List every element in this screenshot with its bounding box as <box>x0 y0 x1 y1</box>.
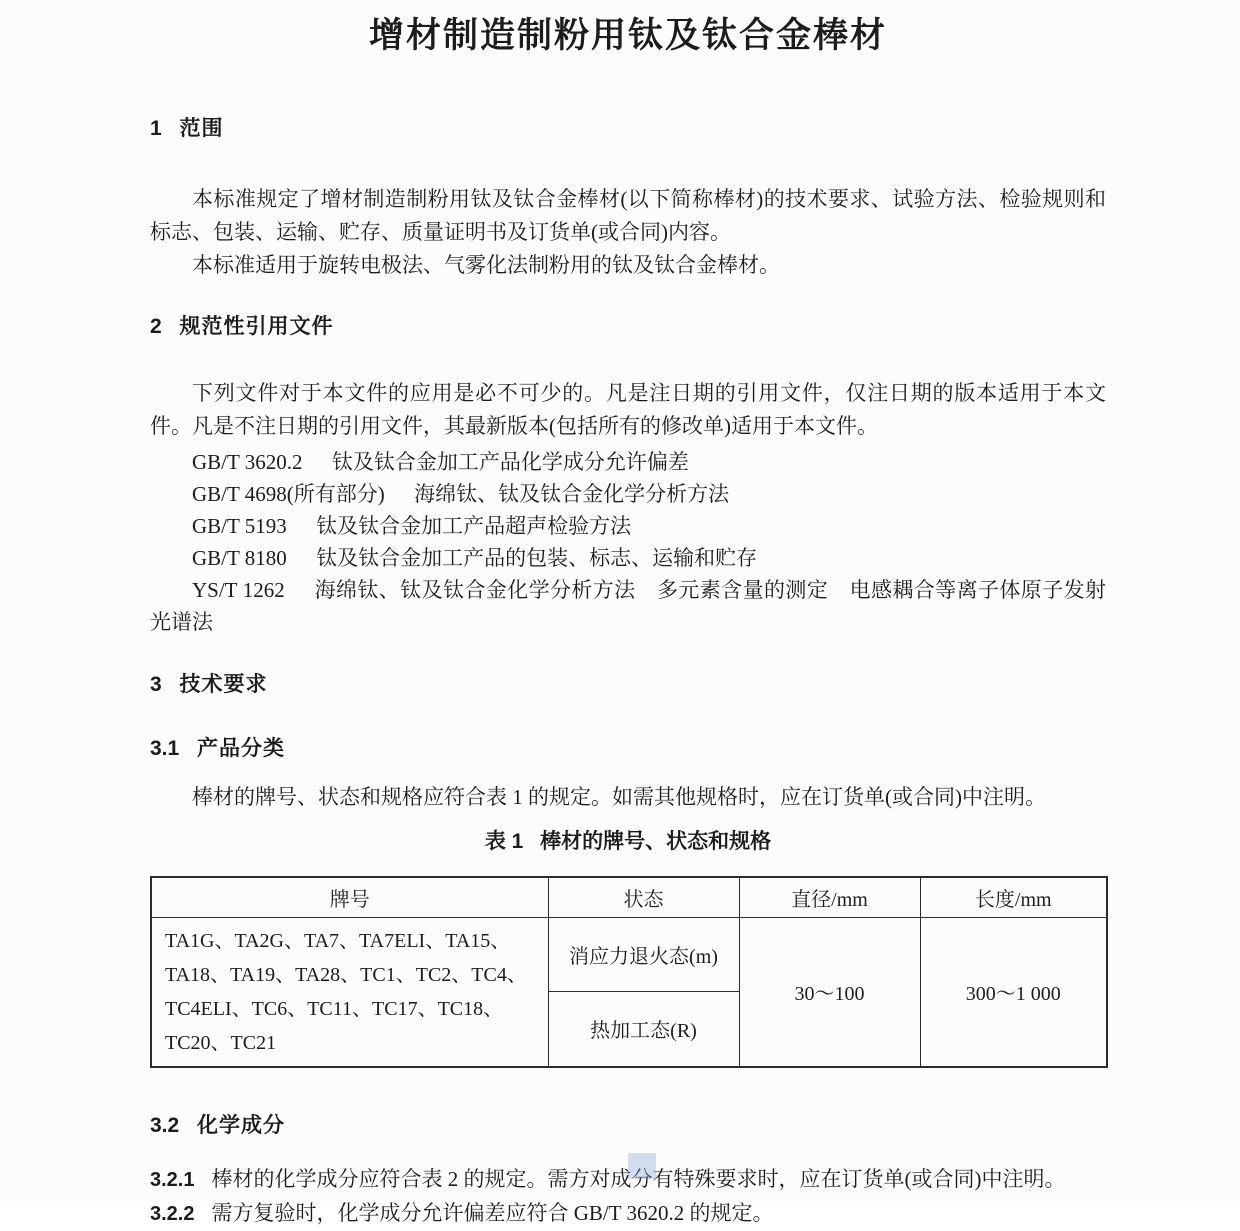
document-title: 增材制造制粉用钛及钛合金棒材 <box>368 16 887 55</box>
table-header-length: 长度/mm <box>920 877 1107 917</box>
reference-title: 钛及钛合金加工产品超声检验方法 <box>316 514 632 538</box>
table-cell-diameter: 30～100 <box>739 917 920 1067</box>
section-3-1-paragraph: 棒材的牌号、状态和规格应符合表 1 的规定。如需其他规格时，应在订货单(或合同)中注明。 <box>192 785 1046 809</box>
reference-title: 钛及钛合金加工产品化学成分允许偏差 <box>331 450 689 474</box>
reference-item <box>150 446 1106 478</box>
section-3-2-heading <box>150 1113 1106 1138</box>
section-1-paragraph-1: 本标准规定了增材制造制粉用钛及钛合金棒材(以下简称棒材)的技术要求、试验方法、检验规则和标志、包装、运输、贮存、质量证明书及订货单(或合同)内容。 <box>150 187 1106 244</box>
section-1-paragraph-2: 本标准适用于旋转电极法、气雾化法制粉用的钛及钛合金棒材。 <box>192 253 780 277</box>
reference-code: YS/T 1262 <box>192 578 285 602</box>
section-3-1-number: 3.1 <box>150 737 180 760</box>
section-3-2-title: 化学成分 <box>197 1113 286 1137</box>
table-row <box>151 917 1107 992</box>
section-3-1-heading <box>150 736 1106 761</box>
section-3-title: 技术要求 <box>179 673 268 696</box>
section-1-title: 范围 <box>179 117 224 140</box>
section-3-heading <box>150 672 1106 697</box>
table-header-row <box>151 877 1107 917</box>
table-1-caption-text: 棒材的牌号、状态和规格 <box>540 830 772 853</box>
section-2-title: 规范性引用文件 <box>179 315 334 338</box>
table-1-caption <box>150 829 1106 854</box>
section-1-heading <box>150 116 1106 141</box>
reference-item <box>150 478 1106 510</box>
clause-3-2-2 <box>150 1197 1106 1231</box>
table-header-state: 状态 <box>548 877 739 917</box>
normative-references-list <box>150 446 1106 638</box>
reference-code: GB/T 4698(所有部分) <box>192 482 385 506</box>
table-header-diameter: 直径/mm <box>739 877 920 917</box>
table-cell-state-annealed: 消应力退火态(m) <box>548 917 739 992</box>
table-cell-length: 300～1 000 <box>920 917 1107 1067</box>
table-1-caption-label: 表 1 <box>484 830 524 853</box>
reference-item <box>150 510 1106 542</box>
section-1-number: 1 <box>150 117 162 140</box>
table-1 <box>150 876 1108 1068</box>
section-2-heading <box>150 314 1106 339</box>
reference-item <box>150 542 1106 574</box>
reference-item <box>150 574 1106 638</box>
section-2-number: 2 <box>150 315 162 338</box>
document-content <box>150 0 1106 1231</box>
clause-3-2-2-number: 3.2.2 <box>150 1202 195 1225</box>
section-3-number: 3 <box>150 673 162 696</box>
reference-code: GB/T 8180 <box>192 546 287 570</box>
reference-title: 海绵钛、钛及钛合金化学分析方法 多元素含量的测定 电感耦合等离子体原子发射光谱法 <box>150 578 1106 634</box>
table-cell-grades: TA1G、TA2G、TA7、TA7ELI、TA15、TA18、TA19、TA28、TC1、TC2、TC4、TC4ELI、TC6、TC11、TC17、TC18、TC20、TC21 <box>151 917 548 1067</box>
clause-3-2-1-number: 3.2.1 <box>150 1168 195 1191</box>
section-3-2-number: 3.2 <box>150 1113 180 1137</box>
clause-3-2-1-text: 棒材的化学成分应符合表 2 的规定。需方对成分有特殊要求时，应在订货单(或合同)中注明。 <box>211 1166 1066 1191</box>
section-2-intro: 下列文件对于本文件的应用是必不可少的。凡是注日期的引用文件，仅注日期的版本适用于本文件。凡是不注日期的引用文件，其最新版本(包括所有的修改单)适用于本文件。 <box>150 381 1106 438</box>
table-cell-state-hotworked: 热加工态(R) <box>548 992 739 1067</box>
section-3-2-clauses <box>150 1163 1106 1231</box>
table-header-grade: 牌号 <box>151 877 548 917</box>
reference-title: 钛及钛合金加工产品的包装、标志、运输和贮存 <box>316 546 758 570</box>
reference-title: 海绵钛、钛及钛合金化学分析方法 <box>414 482 730 506</box>
clause-3-2-1 <box>150 1163 1106 1197</box>
section-3-1-title: 产品分类 <box>197 737 286 760</box>
reference-code: GB/T 3620.2 <box>192 450 303 474</box>
reference-code: GB/T 5193 <box>192 514 287 538</box>
clause-3-2-2-text: 需方复验时，化学成分允许偏差应符合 GB/T 3620.2 的规定。 <box>211 1200 774 1225</box>
